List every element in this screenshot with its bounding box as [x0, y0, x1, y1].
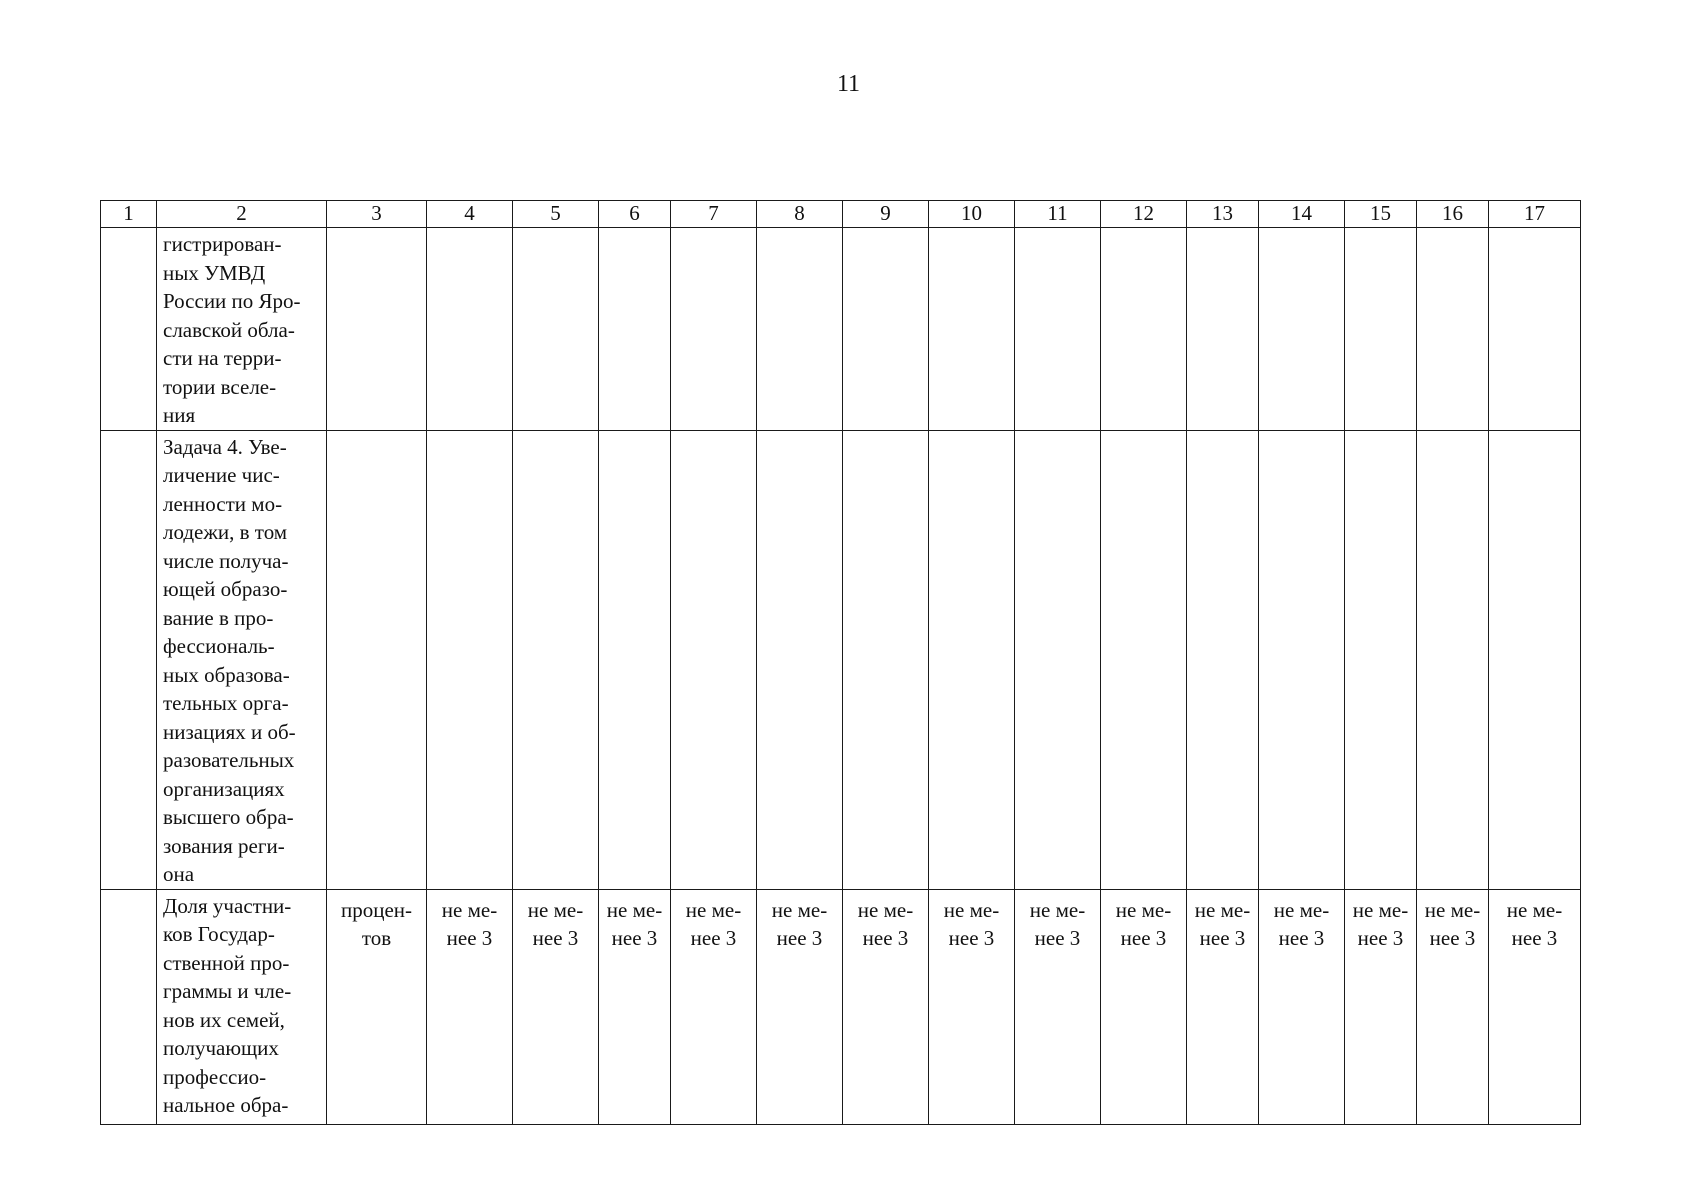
indicator-name-cell	[157, 889, 327, 1124]
text-line: зования реги-	[163, 833, 285, 858]
text-line: лодежи, в том	[163, 520, 288, 544]
value-cell-col-12	[1101, 889, 1187, 1124]
text-line: нее 3	[862, 926, 909, 950]
header-col-16: 16	[1417, 201, 1489, 228]
value-cell	[513, 228, 599, 431]
text-line: числе получа-	[163, 548, 289, 573]
text-line: нее 3	[1511, 926, 1558, 950]
text-line: не ме-	[1029, 897, 1086, 922]
value-cell	[513, 430, 599, 889]
header-col-4: 4	[427, 201, 513, 228]
text-line: нее 3	[690, 926, 737, 950]
header-col-6: 6	[599, 201, 671, 228]
text-line: нее 3	[1120, 926, 1167, 950]
value-cell	[427, 430, 513, 889]
table-row	[101, 889, 1581, 1124]
row-number-cell	[101, 228, 157, 431]
value-cell	[1101, 430, 1187, 889]
text-line: ков Государ-	[163, 922, 275, 946]
text-line: высшего обра-	[163, 805, 294, 829]
value-cell-col-10	[929, 889, 1015, 1124]
text-line: получающих	[163, 1036, 279, 1060]
value-cell-col-5	[513, 889, 599, 1124]
value-cell	[757, 228, 843, 431]
value-cell	[1345, 228, 1417, 431]
row-number-cell	[101, 889, 157, 1124]
value-cell	[427, 228, 513, 431]
task-name-cell	[157, 430, 327, 889]
row-number-cell	[101, 430, 157, 889]
text-line: не ме-	[1194, 897, 1251, 922]
text-line: не ме-	[527, 897, 584, 922]
text-line: не ме-	[1352, 897, 1409, 922]
text-line: разовательных	[163, 748, 295, 772]
text-line: нов их семей,	[163, 1007, 285, 1032]
value-cell	[1489, 228, 1581, 431]
value-cell-col-4	[427, 889, 513, 1124]
text-line: ственной про-	[163, 950, 290, 975]
unit-cell	[327, 889, 427, 1124]
text-line: нее 3	[1357, 926, 1404, 950]
header-col-8: 8	[757, 201, 843, 228]
header-row	[101, 201, 1581, 228]
value-cell	[1489, 430, 1581, 889]
text-line: нее 3	[948, 926, 995, 950]
value-cell-col-9	[843, 889, 929, 1124]
text-line: не ме-	[1506, 897, 1563, 922]
indicator-table	[100, 200, 1581, 1125]
text-line: не ме-	[857, 897, 914, 922]
value-cell-col-17	[1489, 889, 1581, 1124]
value-cell-col-8	[757, 889, 843, 1124]
header-col-10: 10	[929, 201, 1015, 228]
text-line: не ме-	[771, 897, 828, 922]
text-line: тов	[361, 926, 392, 950]
text-line: Задача 4. Уве-	[163, 434, 287, 459]
text-line: организациях	[163, 776, 285, 801]
text-line: фессиональ-	[163, 634, 275, 658]
text-line: Доля участни-	[163, 893, 292, 918]
text-line: вание в про-	[163, 605, 274, 630]
text-line: не ме-	[1424, 897, 1481, 922]
text-line: нальное обра-	[163, 1093, 289, 1117]
value-cell	[1417, 430, 1489, 889]
text-line: нее 3	[1429, 926, 1476, 950]
text-line: не ме-	[441, 897, 498, 922]
table-row	[101, 228, 1581, 431]
header-col-13: 13	[1187, 201, 1259, 228]
text-line: она	[163, 862, 195, 886]
text-line: нее 3	[1034, 926, 1081, 950]
value-cell	[1015, 228, 1101, 431]
page-number: 11	[836, 71, 861, 97]
value-cell-col-15	[1345, 889, 1417, 1124]
value-cell	[1417, 228, 1489, 431]
text-line: славской обла-	[163, 317, 295, 342]
value-cell	[1187, 228, 1259, 431]
text-line: не ме-	[1273, 897, 1330, 922]
text-line: сти на терри-	[163, 346, 282, 370]
header-col-3: 3	[327, 201, 427, 228]
value-cell	[929, 430, 1015, 889]
text-line: профессио-	[163, 1064, 267, 1089]
text-line: ния	[163, 403, 196, 427]
value-cell-col-16	[1417, 889, 1489, 1124]
text-line: низациях и об-	[163, 719, 296, 744]
text-line: нее 3	[611, 926, 658, 950]
value-cell	[671, 228, 757, 431]
header-col-7: 7	[671, 201, 757, 228]
header-col-12: 12	[1101, 201, 1187, 228]
text-line: граммы и чле-	[163, 979, 292, 1003]
text-line: гистрирован-	[163, 232, 282, 256]
unit-cell	[327, 228, 427, 431]
value-cell-col-6	[599, 889, 671, 1124]
text-line: личение чис-	[163, 463, 280, 487]
indicator-name-cell	[157, 228, 327, 431]
text-line: процен-	[340, 897, 413, 922]
value-cell	[671, 430, 757, 889]
text-line: нее 3	[446, 926, 493, 950]
value-cell	[929, 228, 1015, 431]
value-cell-col-14	[1259, 889, 1345, 1124]
header-col-2: 2	[157, 201, 327, 228]
value-cell	[1345, 430, 1417, 889]
header-col-5: 5	[513, 201, 599, 228]
text-line: нее 3	[532, 926, 579, 950]
value-cell	[1259, 430, 1345, 889]
text-line: ных образова-	[163, 662, 290, 687]
value-cell-col-11	[1015, 889, 1101, 1124]
value-cell	[757, 430, 843, 889]
text-line: не ме-	[606, 897, 663, 922]
header-col-1: 1	[101, 201, 157, 228]
header-col-11: 11	[1015, 201, 1101, 228]
text-line: тории вселе-	[163, 374, 277, 399]
unit-cell	[327, 430, 427, 889]
text-line: не ме-	[685, 897, 742, 922]
value-cell-col-13	[1187, 889, 1259, 1124]
header-col-17: 17	[1489, 201, 1581, 228]
value-cell	[843, 430, 929, 889]
text-line: не ме-	[943, 897, 1000, 922]
value-cell	[1259, 228, 1345, 431]
value-cell	[1187, 430, 1259, 889]
value-cell-col-7	[671, 889, 757, 1124]
header-col-14: 14	[1259, 201, 1345, 228]
text-line: не ме-	[1115, 897, 1172, 922]
text-line: ных УМВД	[163, 260, 266, 285]
text-line: нее 3	[1278, 926, 1325, 950]
value-cell	[1015, 430, 1101, 889]
text-line: России по Яро-	[163, 289, 301, 313]
value-cell	[599, 430, 671, 889]
value-cell	[599, 228, 671, 431]
text-line: ленности мо-	[163, 491, 283, 516]
text-line: нее 3	[1199, 926, 1246, 950]
table-row	[101, 430, 1581, 889]
text-line: нее 3	[776, 926, 823, 950]
header-col-15: 15	[1345, 201, 1417, 228]
text-line: ющей образо-	[163, 577, 288, 601]
text-line: тельных орга-	[163, 691, 289, 715]
header-col-9: 9	[843, 201, 929, 228]
value-cell	[1101, 228, 1187, 431]
value-cell	[843, 228, 929, 431]
